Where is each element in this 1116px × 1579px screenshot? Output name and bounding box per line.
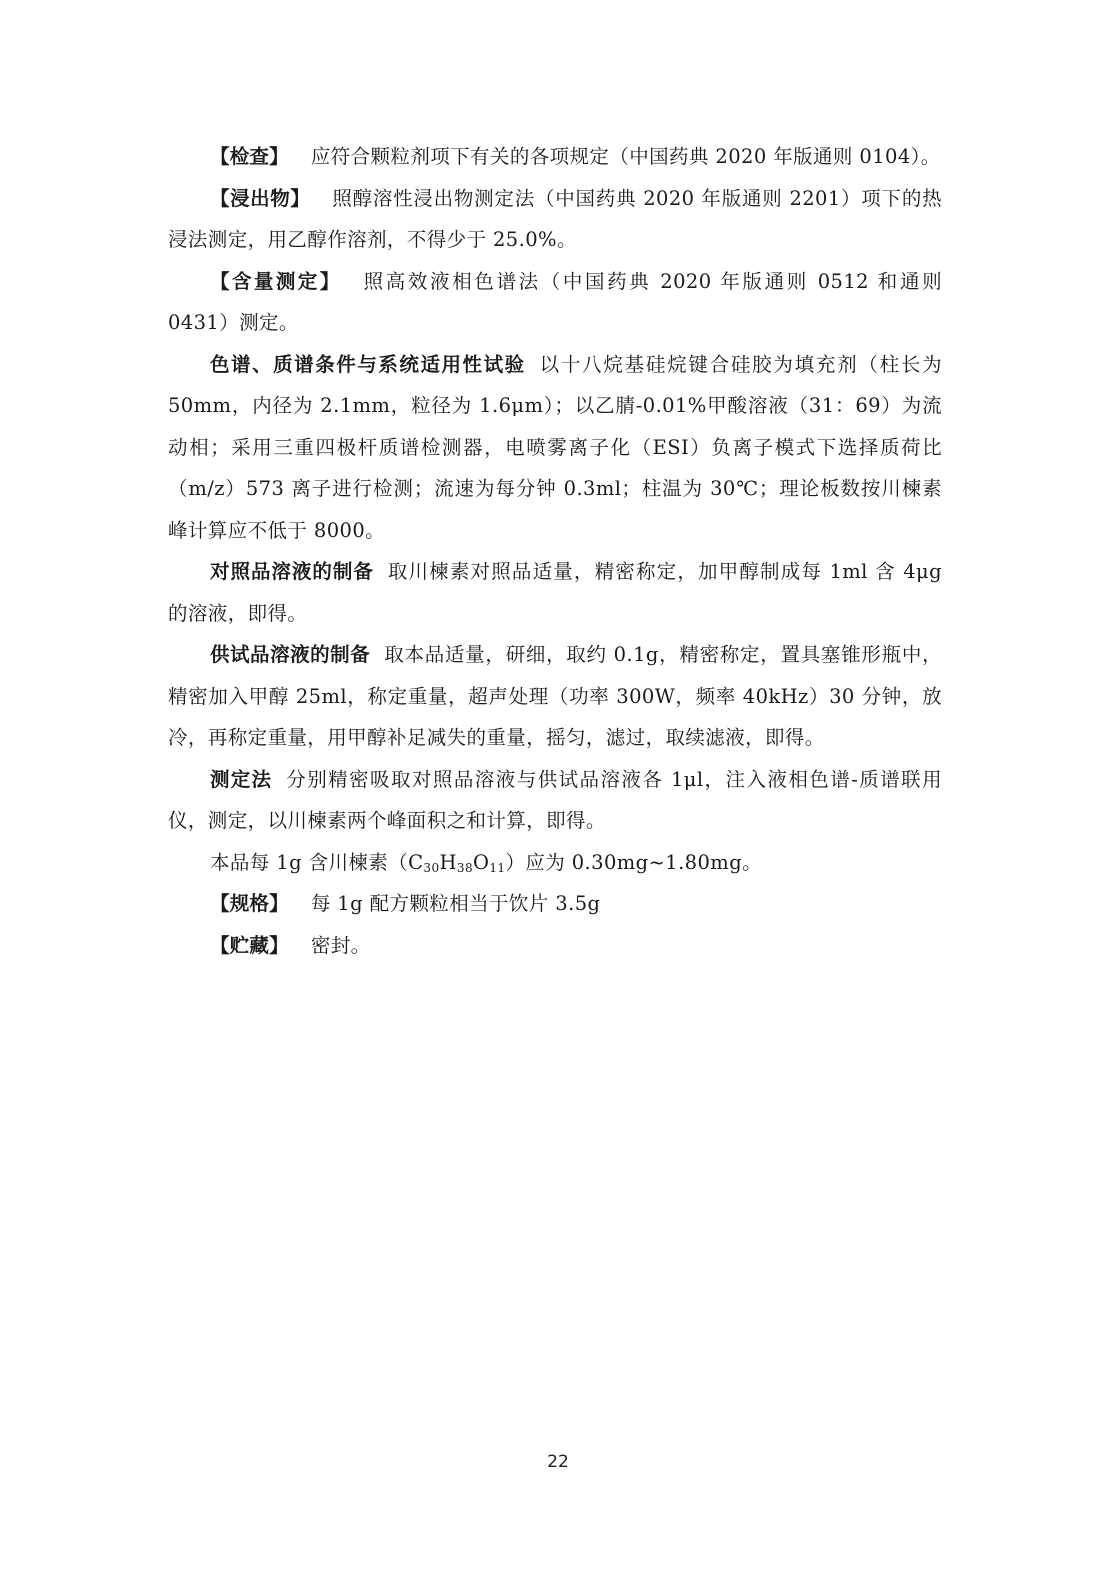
assay-label: 【含量测定】: [210, 269, 342, 293]
test-solution-label: 供试品溶液的制备: [210, 643, 371, 666]
method-paragraph: [168, 759, 942, 842]
reference-solution-paragraph: [168, 551, 942, 634]
reference-solution-text: 取川楝素对照品适量，精密称定，加甲醇制成每 1ml 含 4μg 的溶液，即得。: [168, 560, 942, 625]
chromatography-label: 色谱、质谱条件与系统适用性试验: [210, 352, 526, 376]
assay-text: 照高效液相色谱法（中国药典 2020 年版通则 0512 和通则 0431）测定。: [168, 269, 942, 334]
formula-h: H: [439, 850, 457, 874]
specification-text: 每 1g 配方颗粒相当于饮片 3.5g: [310, 892, 601, 915]
formula-c-subscript: 30: [423, 860, 440, 875]
formula-h-subscript: 38: [456, 860, 473, 875]
inspection-label: 【检查】: [210, 145, 289, 168]
specification-paragraph: [168, 883, 942, 925]
assay-paragraph: [168, 261, 942, 344]
extract-paragraph: [168, 178, 942, 261]
extract-text: 照醇溶性浸出物测定法（中国药典 2020 年版通则 2201）项下的热浸法测定，用乙醇作溶剂，不得少于 25.0%。: [168, 186, 942, 251]
specification-label: 【规格】: [210, 892, 289, 915]
formula-o-subscript: 11: [489, 860, 506, 875]
extract-label: 【浸出物】: [210, 186, 311, 210]
storage-text: 密封。: [310, 933, 371, 957]
chromatography-paragraph: [168, 344, 942, 552]
test-solution-paragraph: [168, 634, 942, 759]
test-solution-text: 取本品适量，研细，取约 0.1g，精密称定，置具塞锥形瓶中，精密加入甲醇 25ml，称定重量，超声处理（功率 300W，频率 40kHz）30 分钟，放冷，再称定重量，用甲醇补足减失的重量，摇匀，滤过，取续滤液，即得。: [168, 643, 942, 749]
inspection-text: 应符合颗粒剂项下有关的各项规定（中国药典 2020 年版通则 0104）。: [310, 145, 941, 168]
storage-paragraph: [168, 925, 942, 967]
page-number: 22: [547, 1452, 569, 1472]
chromatography-text: 以十八烷基硅烷键合硅胶为填充剂（柱长为 50mm，内径为 2.1mm，粒径为 1.6μm）；以乙腈-0.01%甲酸溶液（31：69）为流动相；采用三重四极杆质谱检测器，电喷雾离子化（ESI）负离子模式下选择质荷比（m/z）573 离子进行检测；流速为每分钟 0.3ml；柱温为 30℃；理论板数按川楝素峰计算应不低于 8000。: [168, 352, 942, 542]
document-body: [168, 136, 942, 966]
content-paragraph: [168, 842, 942, 884]
content-prefix: 本品每 1g 含川楝素（C: [210, 850, 424, 874]
reference-solution-label: 对照品溶液的制备: [210, 560, 374, 583]
formula-o: O: [472, 850, 490, 874]
method-text: 分别精密吸取对照品溶液与供试品溶液各 1μl，注入液相色谱-质谱联用仪，测定，以川楝素两个峰面积之和计算，即得。: [168, 767, 942, 832]
method-label: 测定法: [210, 767, 273, 791]
inspection-paragraph: [168, 136, 942, 178]
content-suffix: ）应为 0.30mg~1.80mg。: [505, 850, 762, 874]
storage-label: 【贮藏】: [210, 933, 289, 957]
